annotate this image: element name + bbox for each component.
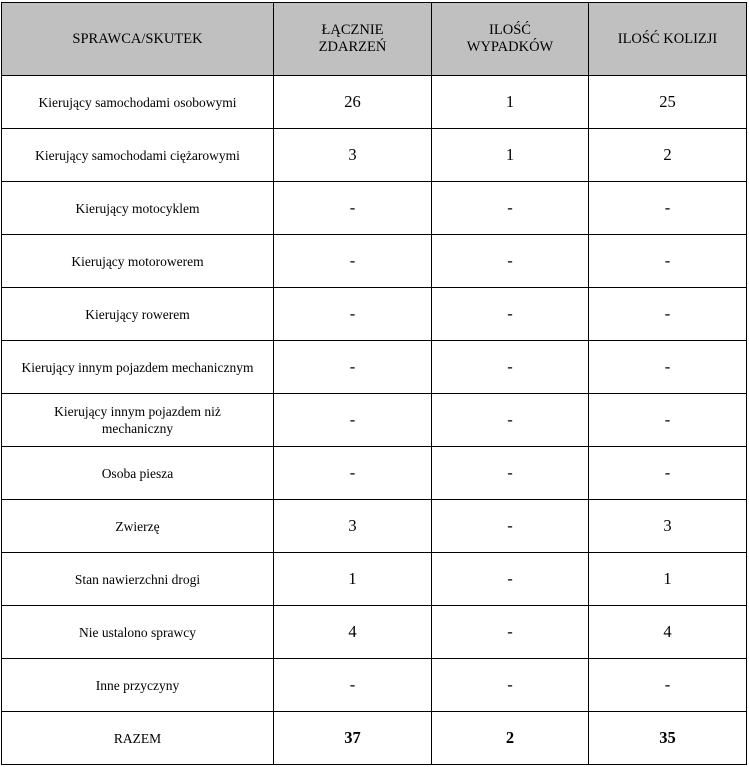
cell-collisions: 25	[589, 76, 747, 129]
cell-total: 3	[274, 500, 432, 553]
cell-collisions: 2	[589, 129, 747, 182]
table-row	[2, 129, 747, 182]
row-label: Nie ustalono sprawcy	[2, 606, 274, 659]
cell-total: -	[274, 235, 432, 288]
cell-accidents: -	[432, 341, 589, 394]
header-row	[2, 3, 747, 76]
cell-accidents: -	[432, 500, 589, 553]
header-total-events: ŁĄCZNIE ZDARZEŃ	[274, 3, 432, 76]
cell-total: -	[274, 182, 432, 235]
row-label: Kierujący innym pojazdem mechanicznym	[2, 341, 274, 394]
cell-collisions: -	[589, 182, 747, 235]
cell-accidents: 1	[432, 129, 589, 182]
cell-collisions: -	[589, 447, 747, 500]
cell-accidents: -	[432, 659, 589, 712]
perpetrator-outcome-table	[1, 2, 747, 765]
table-row	[2, 500, 747, 553]
cell-total: -	[274, 341, 432, 394]
cell-total: -	[274, 394, 432, 447]
cell-collisions: -	[589, 288, 747, 341]
table-row	[2, 659, 747, 712]
table-row	[2, 341, 747, 394]
table-row	[2, 394, 747, 447]
cell-total: -	[274, 288, 432, 341]
table-row	[2, 447, 747, 500]
cell-accidents: -	[432, 235, 589, 288]
summary-accidents: 2	[432, 712, 589, 765]
row-label: Kierujący samochodami ciężarowymi	[2, 129, 274, 182]
row-label: Kierujący motocyklem	[2, 182, 274, 235]
cell-accidents: -	[432, 288, 589, 341]
cell-collisions: -	[589, 235, 747, 288]
cell-total: 1	[274, 553, 432, 606]
row-label: Zwierzę	[2, 500, 274, 553]
row-label: Stan nawierzchni drogi	[2, 553, 274, 606]
summary-row	[2, 712, 747, 765]
cell-collisions: 3	[589, 500, 747, 553]
cell-collisions: -	[589, 341, 747, 394]
summary-label: RAZEM	[2, 712, 274, 765]
table-row	[2, 235, 747, 288]
row-label: Osoba piesza	[2, 447, 274, 500]
header-accidents: ILOŚĆ WYPADKÓW	[432, 3, 589, 76]
cell-total: 4	[274, 606, 432, 659]
cell-total: -	[274, 447, 432, 500]
cell-collisions: 4	[589, 606, 747, 659]
table-row	[2, 182, 747, 235]
table-row	[2, 288, 747, 341]
table-row	[2, 606, 747, 659]
cell-collisions: -	[589, 659, 747, 712]
cell-accidents: -	[432, 553, 589, 606]
table-row	[2, 76, 747, 129]
cell-accidents: -	[432, 606, 589, 659]
cell-accidents: 1	[432, 76, 589, 129]
row-label: Kierujący innym pojazdem niż mechaniczny	[2, 394, 274, 447]
table-row	[2, 553, 747, 606]
row-label: Kierujący samochodami osobowymi	[2, 76, 274, 129]
row-label: Kierujący rowerem	[2, 288, 274, 341]
cell-accidents: -	[432, 447, 589, 500]
summary-total: 37	[274, 712, 432, 765]
header-collisions: ILOŚĆ KOLIZJI	[589, 3, 747, 76]
cell-accidents: -	[432, 182, 589, 235]
summary-collisions: 35	[589, 712, 747, 765]
cell-total: 26	[274, 76, 432, 129]
cell-accidents: -	[432, 394, 589, 447]
row-label: Kierujący motorowerem	[2, 235, 274, 288]
row-label: Inne przyczyny	[2, 659, 274, 712]
header-perpetrator: SPRAWCA/SKUTEK	[2, 3, 274, 76]
cell-total: 3	[274, 129, 432, 182]
cell-collisions: -	[589, 394, 747, 447]
cell-collisions: 1	[589, 553, 747, 606]
cell-total: -	[274, 659, 432, 712]
